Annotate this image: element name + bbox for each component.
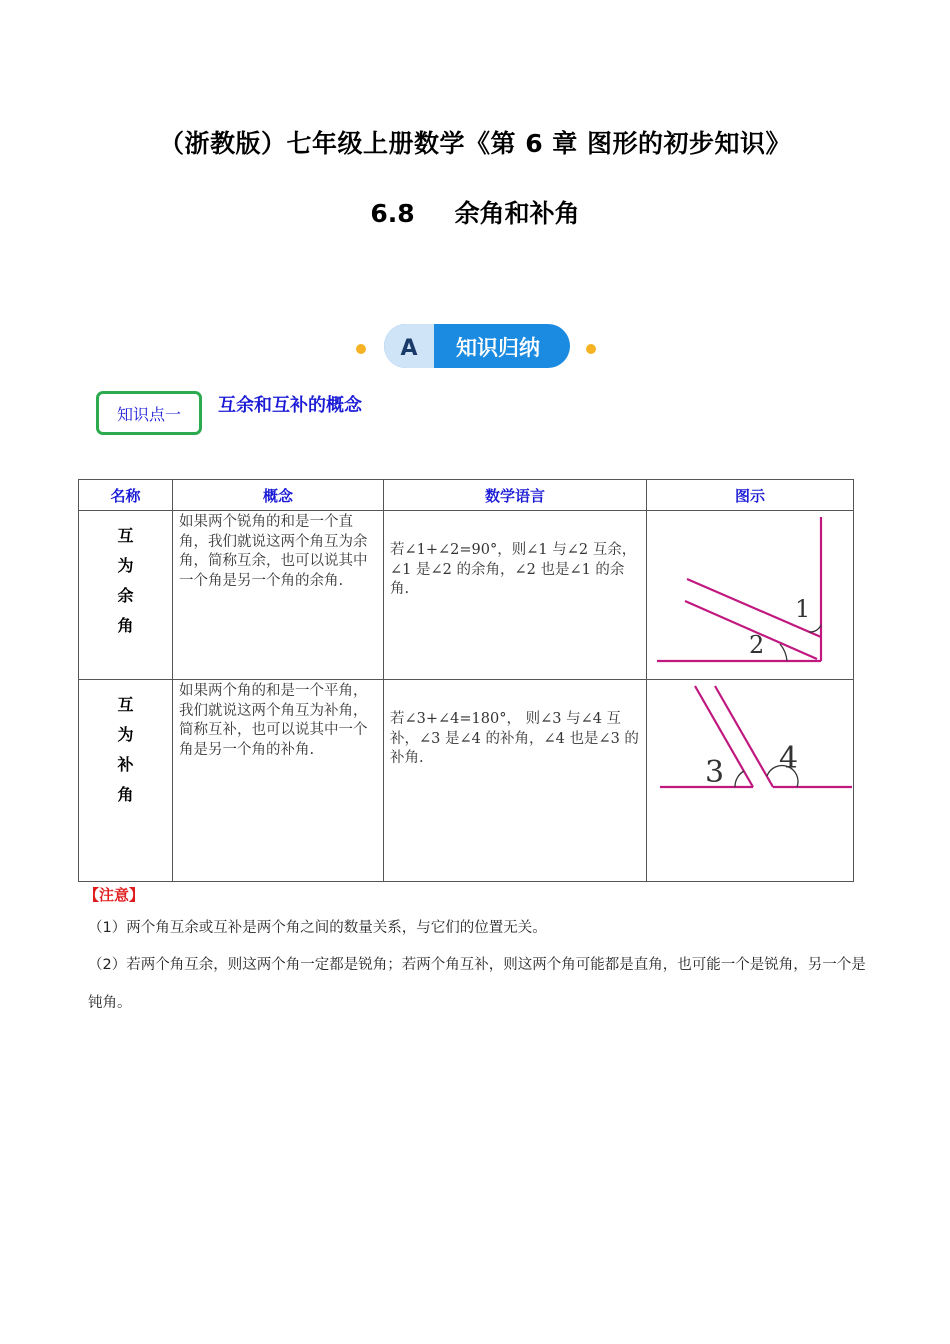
section-title: 余角和补角 bbox=[454, 199, 580, 228]
angle-label-4: 4 bbox=[779, 741, 799, 776]
table-row-complementary bbox=[79, 511, 854, 680]
section-heading bbox=[0, 194, 950, 230]
banner-dot-right bbox=[586, 344, 596, 354]
document-title: （浙教版）七年级上册数学《第 6 章 图形的初步知识》 bbox=[158, 129, 791, 158]
row-name-supplementary: 互 为 补 角 bbox=[79, 680, 173, 882]
concept-supplementary: 如果两个角的和是一个平角，我们就说这两个角互为补角，简称互补，也可以说其中一个角是另一个角的补角. bbox=[173, 680, 384, 882]
header-math-language: 数学语言 bbox=[384, 480, 647, 511]
banner-letter: A bbox=[400, 336, 418, 361]
figure-supplementary bbox=[647, 680, 854, 882]
table-row-supplementary bbox=[79, 680, 854, 882]
concept-table bbox=[78, 479, 854, 882]
header-name: 名称 bbox=[79, 480, 173, 511]
section-number: 6.8 bbox=[370, 199, 415, 228]
math-language-supplementary: 若∠3+∠4=180°， 则∠3 与∠4 互补，∠3 是∠4 的补角，∠4 也是∠3 的补角. bbox=[384, 680, 647, 882]
complementary-angles-diagram bbox=[647, 511, 854, 679]
banner-dot-left bbox=[356, 344, 366, 354]
angle-label-1: 1 bbox=[795, 595, 811, 623]
concept-complementary: 如果两个锐角的和是一个直角，我们就说这两个角互为余角，简称互余，也可以说其中一个角是另一个角的余角. bbox=[173, 511, 384, 680]
section-banner bbox=[260, 322, 690, 372]
angle-label-3: 3 bbox=[705, 755, 725, 790]
table-header-row bbox=[79, 480, 854, 511]
header-concept: 概念 bbox=[173, 480, 384, 511]
row-name-complementary: 互 为 余 角 bbox=[79, 511, 173, 680]
figure-complementary bbox=[647, 511, 854, 680]
angle-label-2: 2 bbox=[749, 631, 765, 659]
knowledge-point-badge: 知识点一 bbox=[96, 391, 202, 435]
supplementary-angles-diagram bbox=[647, 680, 854, 881]
note-heading: 【注意】 bbox=[84, 886, 145, 904]
math-language-complementary: 若∠1+∠2=90°，则∠1 与∠2 互余，∠1 是∠2 的余角，∠2 也是∠1 的余角. bbox=[384, 511, 647, 680]
banner-label: 知识归纳 bbox=[456, 336, 540, 360]
note-item-1: （1）两个角互余或互补是两个角之间的数量关系，与它们的位置无关。 bbox=[88, 920, 547, 936]
note-item-2: （2）若两个角互余，则这两个角一定都是锐角；若两个角互补，则这两个角可能都是直角，也可能一个是锐角，另一个是钝角。 bbox=[88, 957, 866, 1011]
knowledge-point-title: 互余和互补的概念 bbox=[218, 395, 362, 416]
header-figure: 图示 bbox=[647, 480, 854, 511]
